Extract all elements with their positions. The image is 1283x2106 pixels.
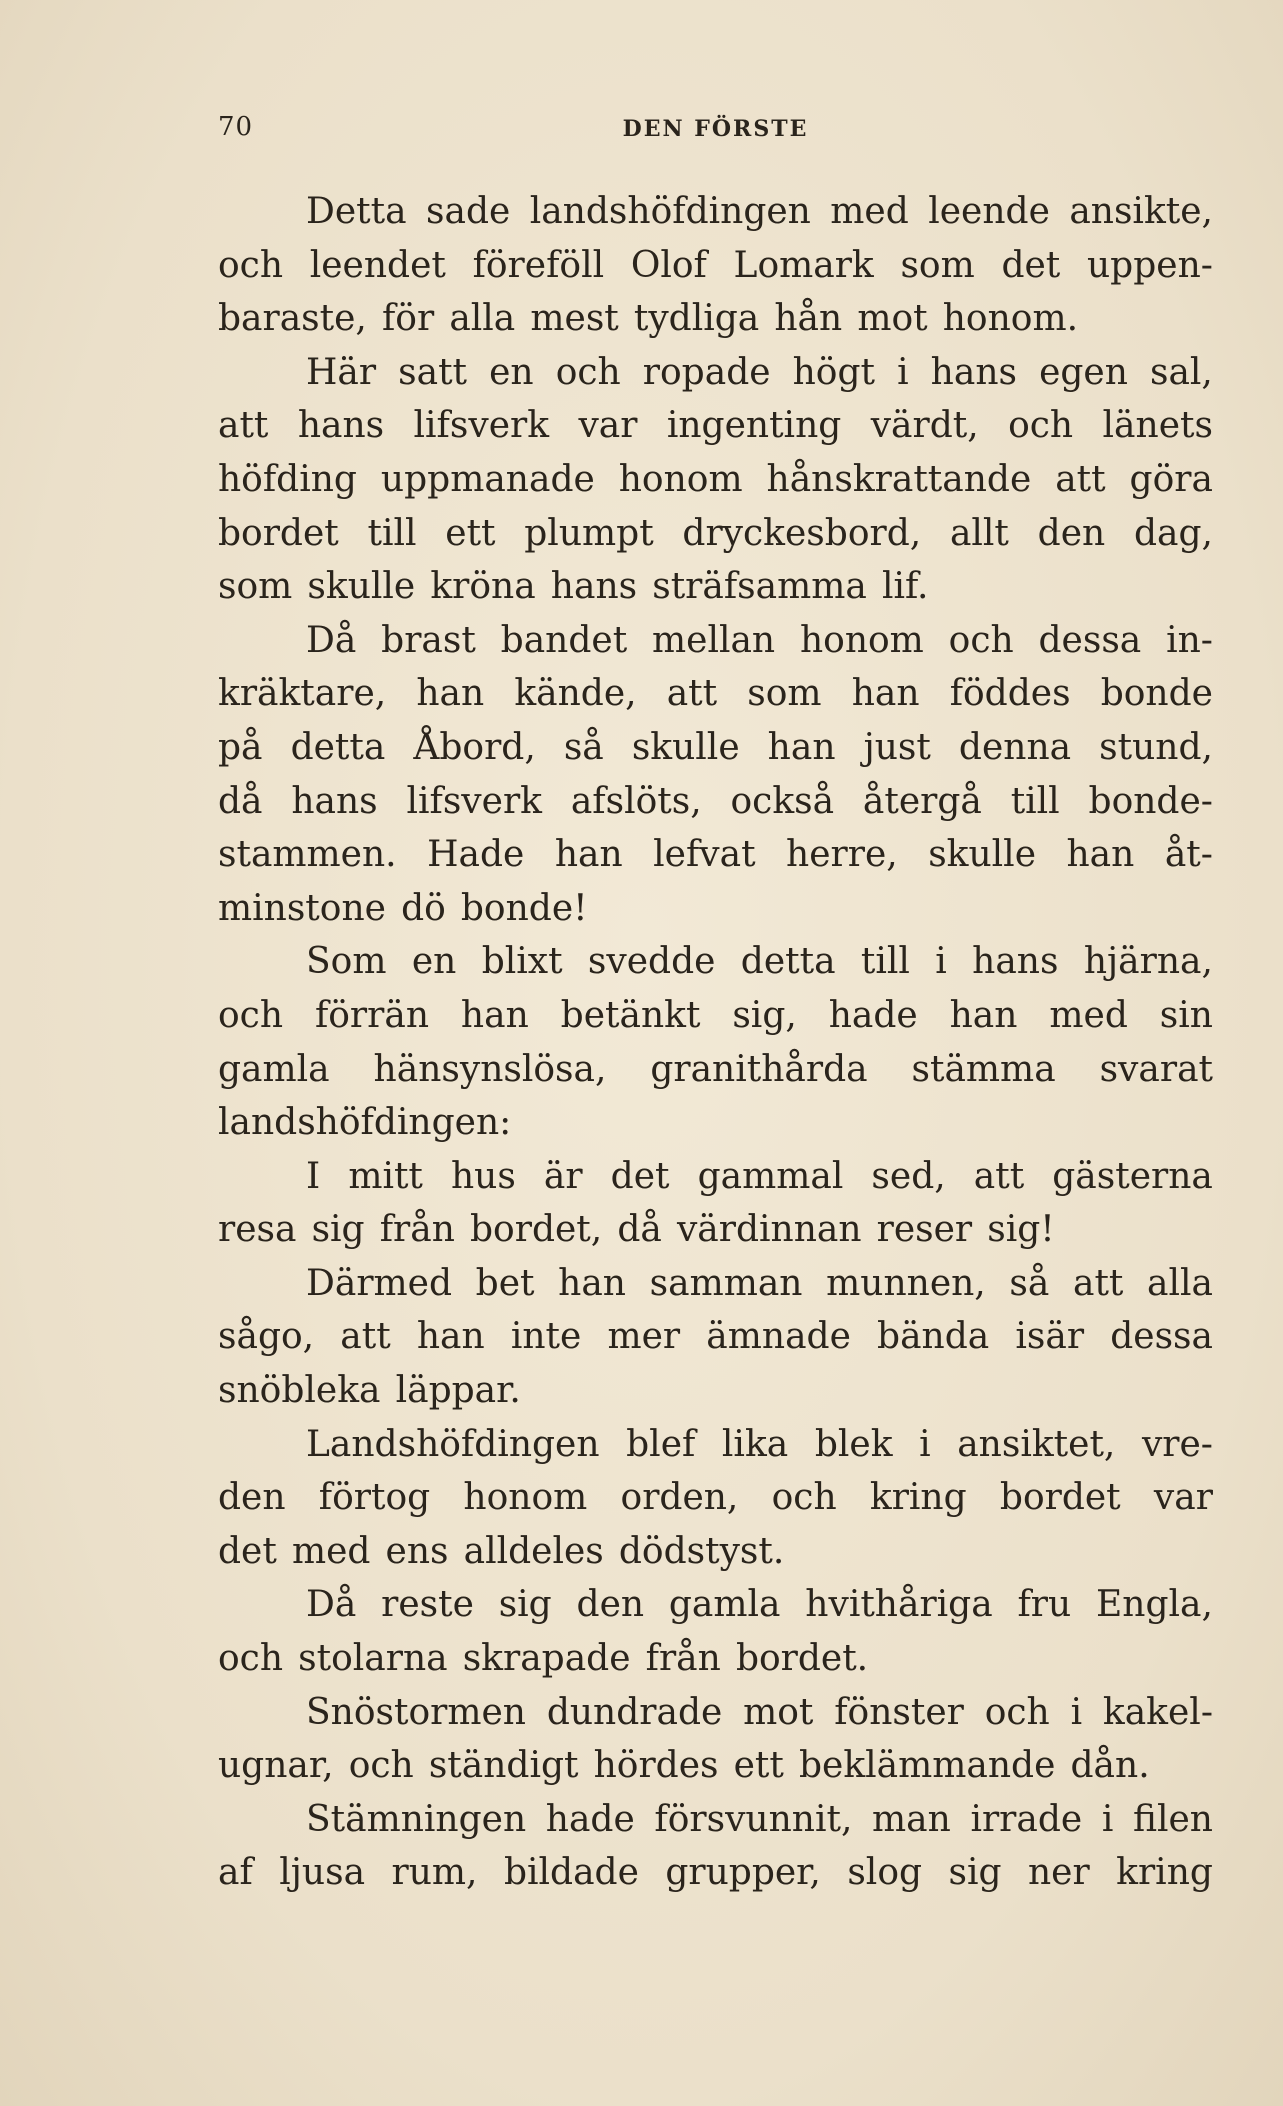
text-line xyxy=(218,1686,1213,1740)
word: blef xyxy=(626,1423,696,1465)
word: stämma xyxy=(911,1048,1056,1090)
word: i xyxy=(1070,1691,1083,1733)
word: dessa xyxy=(1038,619,1142,661)
text-line xyxy=(218,828,1213,882)
word: det xyxy=(610,1155,670,1197)
word: kring xyxy=(869,1477,967,1519)
word: ämnade xyxy=(706,1316,851,1358)
text-line xyxy=(218,1257,1213,1311)
word: sig xyxy=(498,1584,552,1626)
word: hade xyxy=(828,994,918,1036)
word: länets xyxy=(1102,405,1213,447)
word: förtog xyxy=(318,1477,431,1519)
word: att xyxy=(340,1316,391,1358)
text-line xyxy=(218,989,1213,1043)
word: som xyxy=(900,244,975,286)
text-line xyxy=(218,1525,1213,1579)
word: från xyxy=(645,1638,721,1680)
word: sågo, xyxy=(218,1316,315,1358)
word: så xyxy=(1009,1262,1050,1304)
word: detta xyxy=(290,726,386,768)
word: bordet xyxy=(999,1477,1121,1519)
text-line xyxy=(218,882,1213,936)
text-line xyxy=(218,1203,1213,1257)
word: förrän xyxy=(314,994,430,1036)
word: är xyxy=(543,1155,583,1197)
word: baraste, xyxy=(218,298,367,340)
word: till xyxy=(1010,780,1060,822)
word: han xyxy=(851,673,920,715)
word: Snöstormen xyxy=(306,1691,526,1733)
word: att xyxy=(973,1155,1025,1197)
text-line xyxy=(218,1846,1213,1900)
word: ansiktet, xyxy=(957,1423,1116,1465)
word: på xyxy=(218,726,263,768)
word: som xyxy=(747,673,822,715)
word: fru xyxy=(1017,1584,1072,1626)
running-title: DEN FÖRSTE xyxy=(622,116,809,142)
text-line xyxy=(218,1793,1213,1847)
word: Då xyxy=(306,1584,357,1626)
word: svedde xyxy=(587,941,716,983)
word: höfding xyxy=(218,458,357,500)
word: det xyxy=(218,1530,277,1572)
word: mot xyxy=(743,1691,814,1733)
word: kräktare, xyxy=(218,673,387,715)
word: att xyxy=(1055,458,1106,500)
text-line xyxy=(218,399,1213,453)
text-line xyxy=(218,1739,1213,1793)
word: fönster xyxy=(834,1691,964,1733)
text-line xyxy=(218,1471,1213,1525)
word: stolarna xyxy=(298,1638,448,1680)
word: irrade xyxy=(970,1798,1083,1840)
text-line xyxy=(218,292,1213,346)
body-text xyxy=(218,185,1213,1900)
word: värdinnan xyxy=(676,1209,862,1251)
word: lefvat xyxy=(653,834,756,876)
word: då xyxy=(218,780,263,822)
word: Lomark xyxy=(733,244,874,286)
word: bonde xyxy=(1100,673,1213,715)
word: som xyxy=(218,566,293,608)
word: kröna xyxy=(430,566,536,608)
word: bandet xyxy=(500,619,628,661)
word: man xyxy=(872,1798,951,1840)
word: han xyxy=(554,834,623,876)
word: just xyxy=(863,726,931,768)
word: gammal xyxy=(697,1155,844,1197)
word: reste xyxy=(381,1584,474,1626)
word: ett xyxy=(733,1745,784,1787)
word: mer xyxy=(607,1316,681,1358)
word: hans xyxy=(550,566,638,608)
word: och xyxy=(218,244,284,286)
text-line xyxy=(218,185,1213,239)
word: hans xyxy=(972,941,1059,983)
word: ropade xyxy=(642,351,771,393)
word: en xyxy=(411,941,457,983)
word: med xyxy=(291,1530,371,1572)
word: honom xyxy=(618,458,743,500)
word: orden, xyxy=(620,1477,739,1519)
text-line xyxy=(218,1310,1213,1364)
word: vre- xyxy=(1141,1423,1213,1465)
word: mellan xyxy=(652,619,776,661)
word: och xyxy=(984,1691,1050,1733)
text-line xyxy=(218,453,1213,507)
word: sig! xyxy=(987,1209,1055,1251)
word: dödstyst. xyxy=(618,1530,785,1572)
word: satt xyxy=(398,351,468,393)
word: in- xyxy=(1166,619,1213,661)
word: att xyxy=(666,673,718,715)
word: kring xyxy=(1116,1852,1213,1894)
word: stund, xyxy=(1099,726,1213,768)
word: ansikte, xyxy=(1069,191,1213,232)
word: ugnar, xyxy=(218,1745,334,1787)
word: han xyxy=(460,994,529,1036)
word: bildade xyxy=(503,1852,639,1894)
word: i xyxy=(919,1423,931,1465)
word: ljusa xyxy=(279,1852,366,1894)
word: i xyxy=(897,351,909,393)
word: och xyxy=(1008,405,1074,447)
word: då xyxy=(617,1209,662,1251)
word: herre, xyxy=(786,834,898,876)
text-line xyxy=(218,935,1213,989)
word: landshöfdingen: xyxy=(218,1102,512,1144)
text-line xyxy=(218,721,1213,775)
text-line xyxy=(218,507,1213,561)
word: läppar. xyxy=(395,1370,521,1412)
word: kände, xyxy=(514,673,637,715)
word: göra xyxy=(1129,458,1213,500)
word: uppen- xyxy=(1086,244,1213,286)
word: försvunnit, xyxy=(654,1798,853,1840)
text-line xyxy=(218,560,1213,614)
word: och xyxy=(348,1745,414,1787)
word: sade xyxy=(426,191,511,232)
text-line xyxy=(218,346,1213,400)
word: sal, xyxy=(1149,351,1213,393)
word: med xyxy=(830,191,909,232)
word: granithårda xyxy=(650,1048,868,1090)
word: bonde- xyxy=(1088,780,1213,822)
word: var xyxy=(578,405,638,447)
word: Olof xyxy=(630,244,707,286)
word: bordet xyxy=(218,512,339,554)
word: han xyxy=(416,673,485,715)
word: sträfsamma xyxy=(652,566,867,608)
word: uppmanade xyxy=(380,458,595,500)
word: ständigt xyxy=(428,1745,579,1787)
word: snöbleka xyxy=(218,1370,381,1412)
word: blixt xyxy=(481,941,563,983)
word: också xyxy=(730,780,835,822)
word: lifsverk xyxy=(406,780,542,822)
word: sig xyxy=(311,1209,365,1251)
word: betänkt xyxy=(560,994,701,1036)
word: högt xyxy=(792,351,875,393)
text-line xyxy=(218,1578,1213,1632)
word: Detta xyxy=(306,191,407,232)
word: grupper, xyxy=(665,1852,821,1894)
word: tydliga xyxy=(633,298,760,340)
word: återgå xyxy=(862,780,982,822)
word: skrapade xyxy=(462,1638,631,1680)
word: alla xyxy=(1147,1262,1213,1304)
word: han xyxy=(949,994,1018,1036)
word: sig, xyxy=(732,994,797,1036)
word: ett xyxy=(445,512,496,554)
word: afslöts, xyxy=(570,780,702,822)
word: från xyxy=(379,1209,455,1251)
word: alla xyxy=(449,298,516,340)
word: bet xyxy=(475,1262,535,1304)
word: gamla xyxy=(668,1584,781,1626)
word: af xyxy=(218,1852,253,1894)
word: leendet xyxy=(309,244,446,286)
text-line xyxy=(218,667,1213,721)
word: sig xyxy=(948,1852,1002,1894)
word: Stämningen xyxy=(306,1798,527,1840)
word: sed, xyxy=(871,1155,946,1197)
word: hade xyxy=(545,1798,635,1840)
word: rum, xyxy=(391,1852,478,1894)
word: den xyxy=(218,1477,286,1519)
word: och xyxy=(218,994,284,1036)
word: att xyxy=(1072,1262,1124,1304)
word: Här xyxy=(306,351,377,393)
word: värdt, xyxy=(870,405,979,447)
word: reser xyxy=(876,1209,973,1251)
word: lika xyxy=(721,1423,789,1465)
word: att xyxy=(218,405,269,447)
word: den xyxy=(1037,512,1106,554)
word: isär xyxy=(1015,1316,1085,1358)
word: stammen. xyxy=(218,834,397,876)
page-number: 70 xyxy=(218,112,254,142)
word: var xyxy=(1153,1477,1213,1519)
word: bordet. xyxy=(735,1638,869,1680)
word: dundrade xyxy=(546,1691,723,1733)
text-line xyxy=(218,1150,1213,1204)
word: Hade xyxy=(427,834,525,876)
word: hvithåriga xyxy=(805,1584,993,1626)
word: bordet, xyxy=(470,1209,603,1251)
word: Landshöfdingen xyxy=(306,1423,600,1465)
text-line xyxy=(218,1043,1213,1097)
word: mot xyxy=(857,298,928,340)
word: hans xyxy=(930,351,1017,393)
word: landshöfdingen xyxy=(529,191,811,232)
word: munnen, xyxy=(826,1262,986,1304)
word: till xyxy=(860,941,910,983)
word: och xyxy=(771,1477,837,1519)
word: för xyxy=(381,298,435,340)
word: Då xyxy=(306,619,357,661)
word: dö xyxy=(401,887,446,929)
word: bända xyxy=(877,1316,990,1358)
word: resa xyxy=(218,1209,297,1251)
word: plumpt xyxy=(524,512,654,554)
word: hans xyxy=(291,780,378,822)
word: lifsverk xyxy=(413,405,550,447)
word: egen xyxy=(1039,351,1128,393)
word: skulle xyxy=(631,726,740,768)
word: I xyxy=(306,1155,321,1197)
word: hördes xyxy=(593,1745,719,1787)
word: skulle xyxy=(928,834,1036,876)
word: Engla, xyxy=(1096,1584,1213,1626)
word: mitt xyxy=(348,1155,423,1197)
word: med xyxy=(1049,994,1128,1036)
word: till xyxy=(367,512,417,554)
word: hans xyxy=(297,405,385,447)
word: Som xyxy=(306,941,387,983)
word: Åbord, xyxy=(413,726,536,768)
word: och xyxy=(948,619,1014,661)
word: honom xyxy=(463,1477,588,1519)
word: det xyxy=(1001,244,1061,286)
word: han xyxy=(558,1262,626,1304)
word: i xyxy=(935,941,947,983)
word: och xyxy=(555,351,621,393)
word: blek xyxy=(814,1423,893,1465)
word: samman xyxy=(649,1262,803,1304)
word: dryckesbord, xyxy=(682,512,922,554)
word: gästerna xyxy=(1052,1155,1213,1197)
word: en xyxy=(489,351,534,393)
word: alldeles xyxy=(463,1530,604,1572)
word: honom xyxy=(799,619,924,661)
word: hus xyxy=(450,1155,516,1197)
word: svarat xyxy=(1099,1048,1213,1090)
word: slog xyxy=(847,1852,923,1894)
word: inte xyxy=(510,1316,582,1358)
text-line xyxy=(218,1418,1213,1472)
word: kakel- xyxy=(1102,1691,1213,1733)
word: den xyxy=(576,1584,645,1626)
word: leende xyxy=(928,191,1050,232)
text-line xyxy=(218,1096,1213,1150)
word: filen xyxy=(1132,1798,1213,1840)
word: hänsynslösa, xyxy=(373,1048,607,1090)
text-line xyxy=(218,1632,1213,1686)
word: ens xyxy=(385,1530,449,1572)
word: skulle xyxy=(307,566,416,608)
word: hån xyxy=(774,298,843,340)
word: minstone xyxy=(218,887,386,929)
page-header xyxy=(218,112,1213,152)
word: bonde! xyxy=(460,887,588,929)
word: han xyxy=(767,726,836,768)
text-line xyxy=(218,239,1213,293)
word: i xyxy=(1101,1798,1114,1840)
word: beklämmande xyxy=(798,1745,1056,1787)
text-line xyxy=(218,1364,1213,1418)
word: denna xyxy=(958,726,1072,768)
word: och xyxy=(218,1638,284,1680)
word: ner xyxy=(1028,1852,1090,1894)
word: detta xyxy=(740,941,836,983)
word: sin xyxy=(1159,994,1213,1036)
text-line xyxy=(218,775,1213,829)
word: brast xyxy=(381,619,476,661)
word: föddes xyxy=(949,673,1071,715)
word: ingenting xyxy=(666,405,842,447)
word: åt- xyxy=(1164,834,1213,876)
word: dag, xyxy=(1133,512,1213,554)
word: honom. xyxy=(942,298,1079,340)
word: hånskrattande xyxy=(766,458,1032,500)
word: föreföll xyxy=(472,244,605,286)
word: så xyxy=(563,726,604,768)
word: han xyxy=(1066,834,1135,876)
word: dessa xyxy=(1110,1316,1213,1358)
word: gamla xyxy=(218,1048,330,1090)
word: lif. xyxy=(881,566,929,608)
text-line xyxy=(218,614,1213,668)
word: hjärna, xyxy=(1083,941,1213,983)
word: mest xyxy=(530,298,619,340)
word: dån. xyxy=(1070,1745,1150,1787)
word: han xyxy=(416,1316,485,1358)
word: Därmed xyxy=(306,1262,453,1304)
word: allt xyxy=(949,512,1009,554)
